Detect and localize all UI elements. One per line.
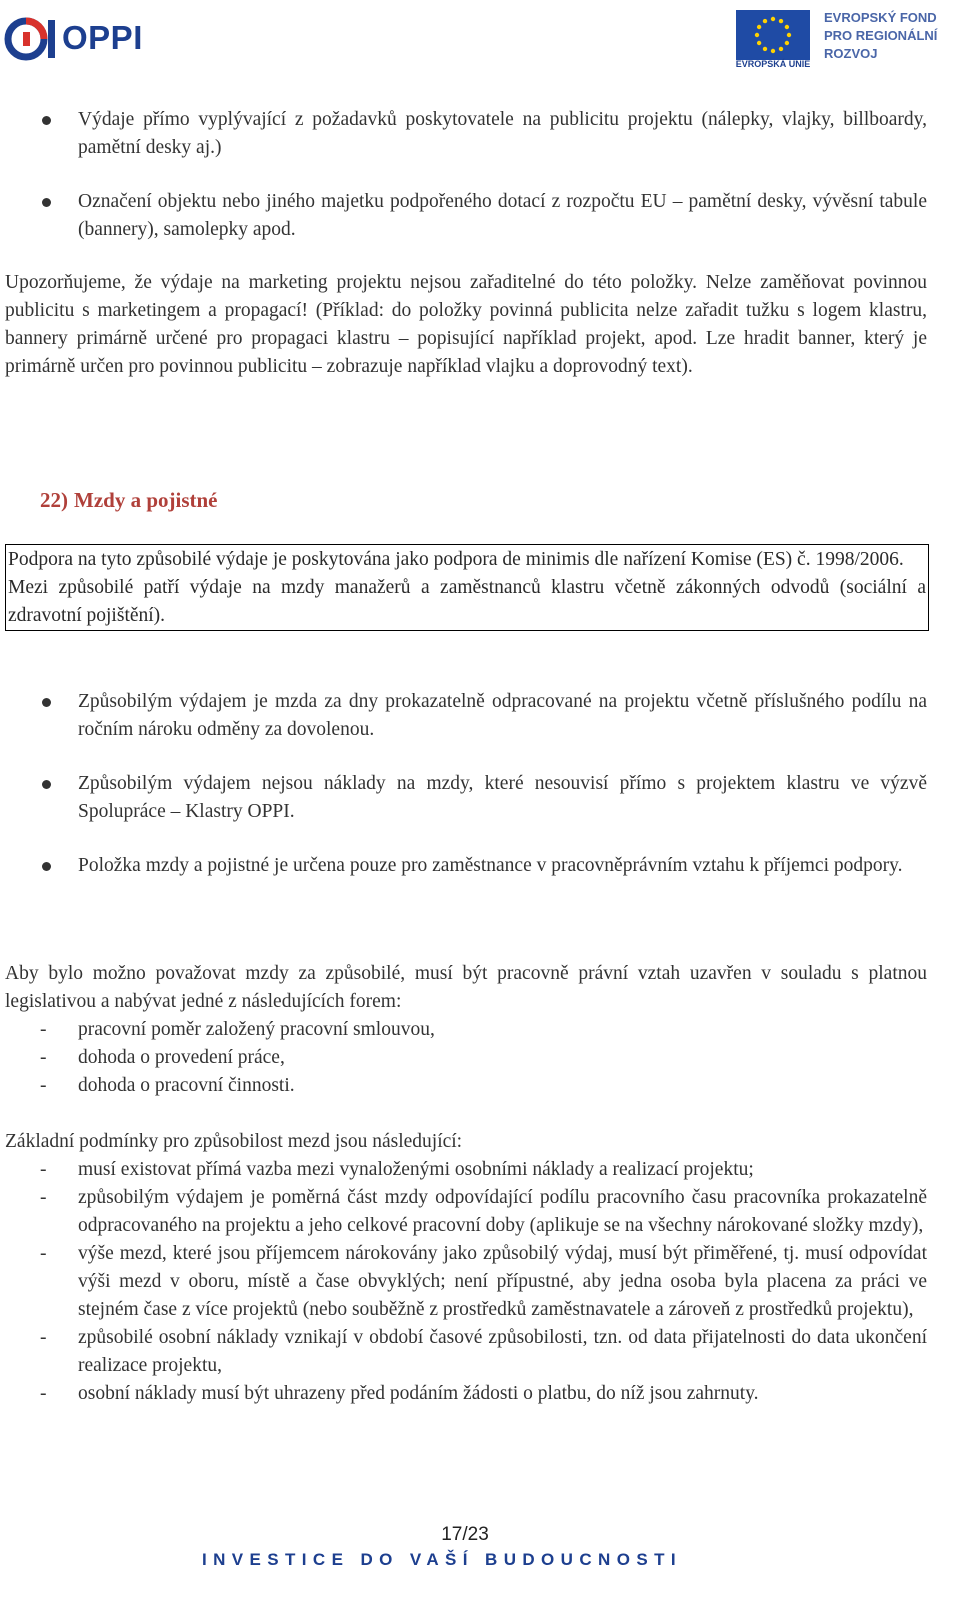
list-item-text: Položka mzdy a pojistné je určena pouze pro zaměstnance v pracovněprávním vztahu k příjemci podpory. (78, 855, 903, 876)
forms-intro: Aby bylo možno považovat mzdy za způsobilé, musí být pracovně právní vztah uzavřen v souladu s platnou legislativou a nabývat jedné z následujících forem: (5, 963, 927, 1012)
list-item (5, 1156, 927, 1184)
bullet-icon (42, 862, 51, 871)
list-item-text: Způsobilým výdajem je mzda za dny prokazatelně odpracované na projektu včetně příslušného podílu na ročním nároku odměny za dovolenou. (78, 691, 927, 740)
list-marker: - (40, 1159, 47, 1180)
bullet-icon (42, 116, 51, 125)
list-item-text: pracovní poměr založený pracovní smlouvou, (78, 1019, 435, 1040)
forms-section (5, 960, 927, 1100)
list-marker: - (40, 1327, 47, 1348)
list-marker: - (40, 1047, 47, 1068)
eu-caption: EVROPSKÁ UNIE (735, 59, 811, 69)
boxed-note-line: Podpora na tyto způsobilé výdaje je poskytována jako podpora de minimis dle nařízení Komise (ES) č. 1998/2006. (8, 549, 904, 570)
list-item-text: Způsobilým výdajem nejsou náklady na mzdy, které nesouvisí přímo s projektem klastru ve výzvě Spolupráce – Klastry OPPI. (78, 773, 927, 822)
list-item-text: Označení objektu nebo jiného majetku podpořeného dotací z rozpočtu EU – pamětní desky, vývěsní tabule (bannery), samolepky apod. (78, 191, 927, 240)
list-marker: - (40, 1187, 47, 1208)
list-item (5, 1324, 927, 1380)
section-title: Mzdy a pojistné (74, 488, 218, 512)
list-marker: - (40, 1075, 47, 1096)
conditions-section (5, 1128, 927, 1408)
bullet-icon (42, 198, 51, 207)
notice-paragraph: Upozorňujeme, že výdaje na marketing projektu nejsou zařaditelné do této položky. Nelze zaměňovat povinnou publicitu s marketingem a propagací! (Příklad: do položky povinná publicita nelze zařadit tužku s logem klastru, bannery primárně určené pro propagaci klastru – popisující například projekt, apod. Lze hradit banner, který je primárně určen pro povinnou publicitu – zobrazuje například vlajku a doprovodný text). (5, 272, 927, 377)
page-number: 17/23 (441, 1524, 489, 1545)
footer-slogan: INVESTICE DO VAŠÍ BUDOUCNOSTI (202, 1550, 682, 1569)
eu-fund-logo (732, 8, 954, 70)
eu-fund-line: PRO REGIONÁLNÍ (824, 28, 938, 43)
section-number: 22) (40, 488, 68, 512)
list-item (5, 1016, 927, 1044)
list-marker: - (40, 1019, 47, 1040)
eu-fund-line: EVROPSKÝ FOND (824, 10, 937, 25)
oppi-logo-text: OPPI (62, 19, 143, 56)
list-item-text: výše mezd, které jsou příjemcem nárokovány jako způsobilý výdaj, musí být přiměřené, tj. musí odpovídat výši mezd v oboru, místě a čase obvyklých; není přípustné, aby jedna osoba byla placena za práci ve stejném čase z více projektů (nebo souběžně z prostředků zaměstnavatele a zároveň z prostředků projektu), (78, 1243, 927, 1320)
bullet-icon (42, 698, 51, 707)
list-item-text: osobní náklady musí být uhrazeny před podáním žádosti o platbu, do níž jsou zahrnuty. (78, 1383, 759, 1404)
list-item-text: způsobilým výdajem je poměrná část mzdy odpovídající podílu pracovního času pracovníka prokazatelně odpracovaného na projektu a jeho celkové pracovní doby (aplikuje se na všechny nárokované složky mzdy), (78, 1187, 927, 1236)
bullet-icon (42, 780, 51, 789)
oppi-logo (4, 14, 143, 64)
boxed-note (5, 544, 929, 631)
list-item (5, 1380, 927, 1408)
list-item (5, 1044, 927, 1072)
eu-fund-title (824, 9, 937, 63)
list-item-text: dohoda o pracovní činnosti. (78, 1075, 295, 1096)
list-item-text: způsobilé osobní náklady vznikají v období časové způsobilosti, tzn. od data přijatelnosti do data ukončení realizace projektu, (78, 1327, 927, 1376)
list-item (5, 1184, 927, 1240)
eu-fund-line: ROZVOJ (824, 46, 878, 61)
list-marker: - (40, 1243, 47, 1264)
conditions-intro: Základní podmínky pro způsobilost mezd jsou následující: (5, 1131, 463, 1152)
section-heading (40, 486, 218, 514)
list-item-text: dohoda o provedení práce, (78, 1047, 285, 1068)
eu-flag-icon (736, 10, 810, 60)
list-item-text: musí existovat přímá vazba mezi vynaloženými osobními náklady a realizací projektu; (78, 1159, 754, 1180)
list-item-text: Výdaje přímo vyplývající z požadavků poskytovatele na publicitu projektu (nálepky, vlajky, billboardy, pamětní desky aj.) (78, 109, 927, 158)
list-item (5, 1072, 927, 1100)
boxed-note-line: Mezi způsobilé patří výdaje na mzdy manažerů a zaměstnanců klastru včetně zákonných odvodů (sociální a zdravotní pojištění). (8, 577, 926, 626)
list-item (5, 1240, 927, 1324)
oppi-emblem-icon (4, 14, 60, 64)
list-marker: - (40, 1383, 47, 1404)
